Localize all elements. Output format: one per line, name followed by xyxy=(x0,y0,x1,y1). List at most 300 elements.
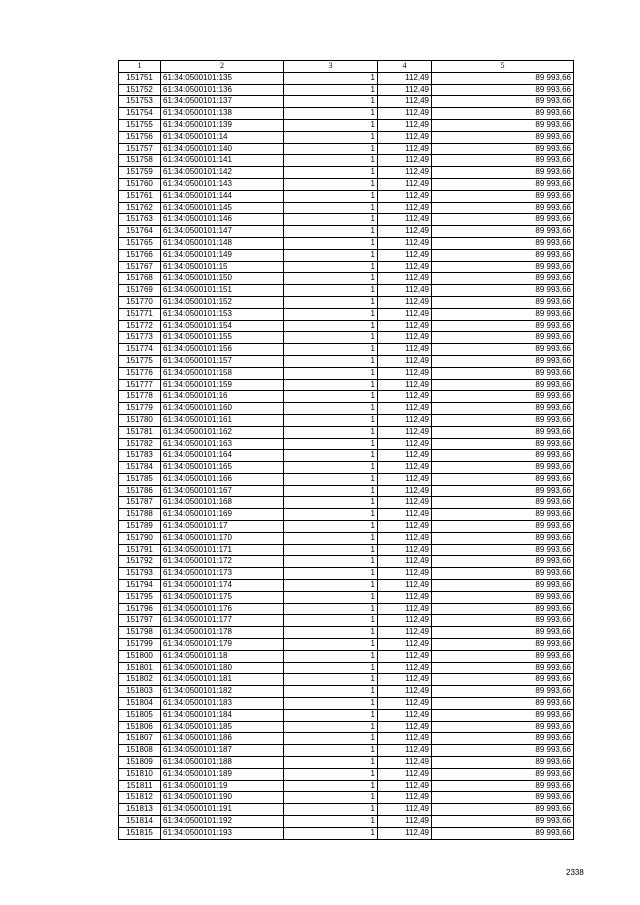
table-cell-col-2: 61:34:0500101:171 xyxy=(161,544,284,556)
table-cell-col-2: 61:34:0500101:163 xyxy=(161,438,284,450)
table-cell-col-5: 89 993,66 xyxy=(432,426,574,438)
table-row xyxy=(119,627,574,639)
table-cell-col-5: 89 993,66 xyxy=(432,627,574,639)
table-row xyxy=(119,698,574,710)
table-cell-col-3: 1 xyxy=(284,544,378,556)
table-cell-col-3: 1 xyxy=(284,804,378,816)
table-cell-col-1: 151810 xyxy=(119,768,161,780)
table-cell-col-1: 151767 xyxy=(119,261,161,273)
table-cell-col-3: 1 xyxy=(284,190,378,202)
table-cell-col-4: 112,49 xyxy=(378,178,432,190)
table-cell-col-4: 112,49 xyxy=(378,285,432,297)
table-cell-col-1: 151784 xyxy=(119,462,161,474)
table-cell-col-3: 1 xyxy=(284,816,378,828)
table-cell-col-4: 112,49 xyxy=(378,249,432,261)
table-cell-col-5: 89 993,66 xyxy=(432,650,574,662)
table-cell-col-2: 61:34:0500101:172 xyxy=(161,556,284,568)
table-cell-col-2: 61:34:0500101:178 xyxy=(161,627,284,639)
table-cell-col-3: 1 xyxy=(284,108,378,120)
table-cell-col-5: 89 993,66 xyxy=(432,733,574,745)
table-cell-col-3: 1 xyxy=(284,155,378,167)
table-cell-col-3: 1 xyxy=(284,96,378,108)
table-row xyxy=(119,674,574,686)
table-cell-col-2: 61:34:0500101:151 xyxy=(161,285,284,297)
table-row xyxy=(119,556,574,568)
table-cell-col-2: 61:34:0500101:190 xyxy=(161,792,284,804)
table-cell-col-1: 151754 xyxy=(119,108,161,120)
table-cell-col-2: 61:34:0500101:167 xyxy=(161,485,284,497)
table-row xyxy=(119,403,574,415)
table-cell-col-5: 89 993,66 xyxy=(432,178,574,190)
table-cell-col-4: 112,49 xyxy=(378,757,432,769)
table-cell-col-4: 112,49 xyxy=(378,438,432,450)
table-cell-col-2: 61:34:0500101:16 xyxy=(161,391,284,403)
table-cell-col-1: 151761 xyxy=(119,190,161,202)
table-row xyxy=(119,261,574,273)
table-cell-col-3: 1 xyxy=(284,768,378,780)
table-cell-col-1: 151765 xyxy=(119,237,161,249)
table-cell-col-2: 61:34:0500101:157 xyxy=(161,355,284,367)
table-row xyxy=(119,108,574,120)
table-cell-col-1: 151776 xyxy=(119,367,161,379)
table-cell-col-1: 151792 xyxy=(119,556,161,568)
table-cell-col-1: 151775 xyxy=(119,355,161,367)
table-cell-col-1: 151756 xyxy=(119,131,161,143)
table-row xyxy=(119,344,574,356)
table-cell-col-3: 1 xyxy=(284,131,378,143)
table-cell-col-5: 89 993,66 xyxy=(432,780,574,792)
table-cell-col-3: 1 xyxy=(284,462,378,474)
table-cell-col-4: 112,49 xyxy=(378,827,432,839)
table-cell-col-1: 151788 xyxy=(119,509,161,521)
table-row xyxy=(119,332,574,344)
table-cell-col-4: 112,49 xyxy=(378,532,432,544)
table-cell-col-3: 1 xyxy=(284,355,378,367)
table-cell-col-5: 89 993,66 xyxy=(432,285,574,297)
table-cell-col-3: 1 xyxy=(284,237,378,249)
table-row xyxy=(119,662,574,674)
table-row xyxy=(119,615,574,627)
table-cell-col-1: 151805 xyxy=(119,709,161,721)
table-row xyxy=(119,485,574,497)
table-row xyxy=(119,438,574,450)
table-row xyxy=(119,320,574,332)
table-row xyxy=(119,473,574,485)
table-cell-col-2: 61:34:0500101:169 xyxy=(161,509,284,521)
table-cell-col-5: 89 993,66 xyxy=(432,580,574,592)
table-cell-col-2: 61:34:0500101:150 xyxy=(161,273,284,285)
table-row xyxy=(119,509,574,521)
table-cell-col-4: 112,49 xyxy=(378,155,432,167)
table-cell-col-2: 61:34:0500101:175 xyxy=(161,591,284,603)
table-cell-col-5: 89 993,66 xyxy=(432,438,574,450)
table-cell-col-5: 89 993,66 xyxy=(432,485,574,497)
table-cell-col-1: 151773 xyxy=(119,332,161,344)
table-cell-col-4: 112,49 xyxy=(378,603,432,615)
table-row xyxy=(119,72,574,84)
table-cell-col-5: 89 993,66 xyxy=(432,615,574,627)
table-cell-col-2: 61:34:0500101:154 xyxy=(161,320,284,332)
table-cell-col-5: 89 993,66 xyxy=(432,662,574,674)
table-cell-col-3: 1 xyxy=(284,780,378,792)
table-row xyxy=(119,532,574,544)
table-cell-col-4: 112,49 xyxy=(378,344,432,356)
table-cell-col-2: 61:34:0500101:176 xyxy=(161,603,284,615)
table-row xyxy=(119,768,574,780)
table-row xyxy=(119,709,574,721)
table-cell-col-4: 112,49 xyxy=(378,650,432,662)
table-cell-col-3: 1 xyxy=(284,698,378,710)
table-row xyxy=(119,450,574,462)
table-cell-col-4: 112,49 xyxy=(378,96,432,108)
table-cell-col-1: 151758 xyxy=(119,155,161,167)
table-cell-col-4: 112,49 xyxy=(378,568,432,580)
table-cell-col-5: 89 993,66 xyxy=(432,237,574,249)
table-cell-col-5: 89 993,66 xyxy=(432,462,574,474)
table-cell-col-2: 61:34:0500101:192 xyxy=(161,816,284,828)
table-cell-col-3: 1 xyxy=(284,450,378,462)
table-cell-col-1: 151791 xyxy=(119,544,161,556)
table-cell-col-4: 112,49 xyxy=(378,426,432,438)
table-cell-col-4: 112,49 xyxy=(378,462,432,474)
table-row xyxy=(119,84,574,96)
table-cell-col-5: 89 993,66 xyxy=(432,308,574,320)
table-row xyxy=(119,827,574,839)
table-cell-col-1: 151802 xyxy=(119,674,161,686)
table-row xyxy=(119,414,574,426)
table-header-row xyxy=(119,61,574,73)
table-cell-col-2: 61:34:0500101:182 xyxy=(161,686,284,698)
table-cell-col-5: 89 993,66 xyxy=(432,816,574,828)
table-cell-col-1: 151787 xyxy=(119,497,161,509)
table-cell-col-2: 61:34:0500101:185 xyxy=(161,721,284,733)
table-row xyxy=(119,249,574,261)
table-cell-col-3: 1 xyxy=(284,686,378,698)
table-cell-col-5: 89 993,66 xyxy=(432,509,574,521)
table-cell-col-5: 89 993,66 xyxy=(432,450,574,462)
table-cell-col-4: 112,49 xyxy=(378,308,432,320)
table-cell-col-3: 1 xyxy=(284,178,378,190)
table-cell-col-1: 151814 xyxy=(119,816,161,828)
table-row xyxy=(119,721,574,733)
table-cell-col-5: 89 993,66 xyxy=(432,344,574,356)
table-cell-col-2: 61:34:0500101:174 xyxy=(161,580,284,592)
table-cell-col-5: 89 993,66 xyxy=(432,745,574,757)
table-cell-col-5: 89 993,66 xyxy=(432,96,574,108)
table-cell-col-3: 1 xyxy=(284,603,378,615)
table-cell-col-4: 112,49 xyxy=(378,627,432,639)
table-cell-col-5: 89 993,66 xyxy=(432,698,574,710)
table-cell-col-5: 89 993,66 xyxy=(432,226,574,238)
table-cell-col-4: 112,49 xyxy=(378,237,432,249)
table-cell-col-5: 89 993,66 xyxy=(432,367,574,379)
table-cell-col-2: 61:34:0500101:18 xyxy=(161,650,284,662)
table-cell-col-2: 61:34:0500101:17 xyxy=(161,521,284,533)
table-cell-col-5: 89 993,66 xyxy=(432,804,574,816)
table-cell-col-3: 1 xyxy=(284,568,378,580)
table-row xyxy=(119,202,574,214)
table-cell-col-1: 151815 xyxy=(119,827,161,839)
table-cell-col-3: 1 xyxy=(284,249,378,261)
table-cell-col-1: 151794 xyxy=(119,580,161,592)
table-cell-col-1: 151800 xyxy=(119,650,161,662)
table-cell-col-5: 89 993,66 xyxy=(432,332,574,344)
table-cell-col-4: 112,49 xyxy=(378,214,432,226)
table-cell-col-1: 151783 xyxy=(119,450,161,462)
table-cell-col-5: 89 993,66 xyxy=(432,403,574,415)
table-cell-col-2: 61:34:0500101:136 xyxy=(161,84,284,96)
table-row xyxy=(119,119,574,131)
table-cell-col-5: 89 993,66 xyxy=(432,391,574,403)
table-cell-col-1: 151785 xyxy=(119,473,161,485)
table-cell-col-5: 89 993,66 xyxy=(432,721,574,733)
table-cell-col-4: 112,49 xyxy=(378,485,432,497)
table-cell-col-3: 1 xyxy=(284,721,378,733)
table-cell-col-5: 89 993,66 xyxy=(432,131,574,143)
table-cell-col-3: 1 xyxy=(284,674,378,686)
table-cell-col-2: 61:34:0500101:140 xyxy=(161,143,284,155)
table-cell-col-3: 1 xyxy=(284,615,378,627)
table-cell-col-5: 89 993,66 xyxy=(432,686,574,698)
table-cell-col-4: 112,49 xyxy=(378,662,432,674)
table-row xyxy=(119,580,574,592)
table-body xyxy=(119,72,574,839)
table-cell-col-3: 1 xyxy=(284,84,378,96)
table-cell-col-2: 61:34:0500101:181 xyxy=(161,674,284,686)
table-cell-col-2: 61:34:0500101:139 xyxy=(161,119,284,131)
table-cell-col-1: 151763 xyxy=(119,214,161,226)
table-cell-col-3: 1 xyxy=(284,556,378,568)
table-row xyxy=(119,568,574,580)
table-cell-col-2: 61:34:0500101:14 xyxy=(161,131,284,143)
table-cell-col-4: 112,49 xyxy=(378,792,432,804)
table-cell-col-2: 61:34:0500101:153 xyxy=(161,308,284,320)
table-cell-col-2: 61:34:0500101:186 xyxy=(161,733,284,745)
table-cell-col-1: 151753 xyxy=(119,96,161,108)
table-cell-col-5: 89 993,66 xyxy=(432,119,574,131)
table-cell-col-1: 151801 xyxy=(119,662,161,674)
table-cell-col-4: 112,49 xyxy=(378,473,432,485)
table-cell-col-1: 151782 xyxy=(119,438,161,450)
table-cell-col-1: 151807 xyxy=(119,733,161,745)
table-cell-col-5: 89 993,66 xyxy=(432,473,574,485)
table-cell-col-4: 112,49 xyxy=(378,804,432,816)
table-row xyxy=(119,391,574,403)
table-row xyxy=(119,757,574,769)
table-cell-col-5: 89 993,66 xyxy=(432,792,574,804)
table-cell-col-4: 112,49 xyxy=(378,84,432,96)
table-cell-col-3: 1 xyxy=(284,344,378,356)
table-cell-col-3: 1 xyxy=(284,580,378,592)
table-cell-col-3: 1 xyxy=(284,72,378,84)
table-cell-col-2: 61:34:0500101:188 xyxy=(161,757,284,769)
page-number: 2338 xyxy=(566,868,584,877)
table-row xyxy=(119,745,574,757)
table-cell-col-4: 112,49 xyxy=(378,226,432,238)
table-cell-col-5: 89 993,66 xyxy=(432,143,574,155)
table-cell-col-3: 1 xyxy=(284,733,378,745)
table-cell-col-1: 151772 xyxy=(119,320,161,332)
table-row xyxy=(119,426,574,438)
table-cell-col-3: 1 xyxy=(284,639,378,651)
table-cell-col-4: 112,49 xyxy=(378,379,432,391)
table-cell-col-5: 89 993,66 xyxy=(432,757,574,769)
table-cell-col-1: 151752 xyxy=(119,84,161,96)
table-cell-col-3: 1 xyxy=(284,485,378,497)
table-cell-col-4: 112,49 xyxy=(378,190,432,202)
table-row xyxy=(119,237,574,249)
table-cell-col-2: 61:34:0500101:142 xyxy=(161,167,284,179)
table-cell-col-3: 1 xyxy=(284,391,378,403)
table-row xyxy=(119,308,574,320)
table-cell-col-2: 61:34:0500101:143 xyxy=(161,178,284,190)
table-cell-col-4: 112,49 xyxy=(378,131,432,143)
table-cell-col-2: 61:34:0500101:149 xyxy=(161,249,284,261)
table-cell-col-4: 112,49 xyxy=(378,143,432,155)
table-cell-col-5: 89 993,66 xyxy=(432,202,574,214)
table-cell-col-1: 151796 xyxy=(119,603,161,615)
table-cell-col-4: 112,49 xyxy=(378,108,432,120)
table-cell-col-2: 61:34:0500101:166 xyxy=(161,473,284,485)
table-cell-col-5: 89 993,66 xyxy=(432,532,574,544)
table-cell-col-2: 61:34:0500101:141 xyxy=(161,155,284,167)
table-cell-col-4: 112,49 xyxy=(378,745,432,757)
table-cell-col-4: 112,49 xyxy=(378,768,432,780)
table-cell-col-3: 1 xyxy=(284,379,378,391)
table-cell-col-2: 61:34:0500101:180 xyxy=(161,662,284,674)
table-cell-col-2: 61:34:0500101:164 xyxy=(161,450,284,462)
table-cell-col-2: 61:34:0500101:146 xyxy=(161,214,284,226)
table-cell-col-5: 89 993,66 xyxy=(432,639,574,651)
table-row xyxy=(119,733,574,745)
column-header-2: 2 xyxy=(161,61,284,73)
table-cell-col-5: 89 993,66 xyxy=(432,355,574,367)
table-cell-col-4: 112,49 xyxy=(378,202,432,214)
table-cell-col-3: 1 xyxy=(284,591,378,603)
table-row xyxy=(119,190,574,202)
table-cell-col-4: 112,49 xyxy=(378,403,432,415)
table-cell-col-3: 1 xyxy=(284,296,378,308)
table-cell-col-1: 151789 xyxy=(119,521,161,533)
table-cell-col-3: 1 xyxy=(284,285,378,297)
table-cell-col-3: 1 xyxy=(284,273,378,285)
table-cell-col-5: 89 993,66 xyxy=(432,84,574,96)
table-row xyxy=(119,686,574,698)
table-cell-col-3: 1 xyxy=(284,438,378,450)
table-cell-col-1: 151769 xyxy=(119,285,161,297)
table-cell-col-4: 112,49 xyxy=(378,391,432,403)
table-cell-col-1: 151768 xyxy=(119,273,161,285)
table-cell-col-1: 151790 xyxy=(119,532,161,544)
table-cell-col-3: 1 xyxy=(284,226,378,238)
table-cell-col-5: 89 993,66 xyxy=(432,379,574,391)
table-cell-col-3: 1 xyxy=(284,320,378,332)
table-cell-col-2: 61:34:0500101:156 xyxy=(161,344,284,356)
table-cell-col-1: 151793 xyxy=(119,568,161,580)
table-cell-col-4: 112,49 xyxy=(378,639,432,651)
table-cell-col-2: 61:34:0500101:144 xyxy=(161,190,284,202)
table-cell-col-3: 1 xyxy=(284,308,378,320)
column-header-3: 3 xyxy=(284,61,378,73)
table-cell-col-1: 151808 xyxy=(119,745,161,757)
table-row xyxy=(119,143,574,155)
table-row xyxy=(119,379,574,391)
table-row xyxy=(119,296,574,308)
column-header-1: 1 xyxy=(119,61,161,73)
table-cell-col-1: 151759 xyxy=(119,167,161,179)
table-cell-col-2: 61:34:0500101:15 xyxy=(161,261,284,273)
table-cell-col-1: 151780 xyxy=(119,414,161,426)
table-cell-col-1: 151781 xyxy=(119,426,161,438)
table-cell-col-4: 112,49 xyxy=(378,580,432,592)
table-cell-col-1: 151751 xyxy=(119,72,161,84)
table-cell-col-5: 89 993,66 xyxy=(432,108,574,120)
table-cell-col-4: 112,49 xyxy=(378,709,432,721)
data-table xyxy=(118,60,574,840)
table-cell-col-1: 151762 xyxy=(119,202,161,214)
table-cell-col-5: 89 993,66 xyxy=(432,497,574,509)
table-cell-col-4: 112,49 xyxy=(378,721,432,733)
table-cell-col-3: 1 xyxy=(284,709,378,721)
table-cell-col-3: 1 xyxy=(284,627,378,639)
table-cell-col-5: 89 993,66 xyxy=(432,167,574,179)
table-cell-col-1: 151777 xyxy=(119,379,161,391)
table-cell-col-2: 61:34:0500101:155 xyxy=(161,332,284,344)
table-cell-col-5: 89 993,66 xyxy=(432,709,574,721)
table-cell-col-1: 151774 xyxy=(119,344,161,356)
table-row xyxy=(119,804,574,816)
table-cell-col-4: 112,49 xyxy=(378,497,432,509)
table-cell-col-3: 1 xyxy=(284,261,378,273)
table-cell-col-4: 112,49 xyxy=(378,296,432,308)
table-row xyxy=(119,285,574,297)
table-row xyxy=(119,178,574,190)
table-cell-col-4: 112,49 xyxy=(378,72,432,84)
table-cell-col-2: 61:34:0500101:159 xyxy=(161,379,284,391)
table-row xyxy=(119,214,574,226)
table-cell-col-4: 112,49 xyxy=(378,780,432,792)
table-cell-col-1: 151760 xyxy=(119,178,161,190)
table-cell-col-3: 1 xyxy=(284,827,378,839)
table-row xyxy=(119,226,574,238)
table-cell-col-1: 151779 xyxy=(119,403,161,415)
table-cell-col-1: 151766 xyxy=(119,249,161,261)
table-cell-col-5: 89 993,66 xyxy=(432,296,574,308)
table-cell-col-2: 61:34:0500101:177 xyxy=(161,615,284,627)
table-cell-col-1: 151798 xyxy=(119,627,161,639)
table-cell-col-2: 61:34:0500101:187 xyxy=(161,745,284,757)
table-cell-col-5: 89 993,66 xyxy=(432,556,574,568)
table-cell-col-5: 89 993,66 xyxy=(432,521,574,533)
table-cell-col-2: 61:34:0500101:168 xyxy=(161,497,284,509)
table-cell-col-2: 61:34:0500101:184 xyxy=(161,709,284,721)
table-cell-col-1: 151797 xyxy=(119,615,161,627)
table-cell-col-3: 1 xyxy=(284,426,378,438)
table-cell-col-1: 151770 xyxy=(119,296,161,308)
table-cell-col-4: 112,49 xyxy=(378,320,432,332)
table-cell-col-1: 151799 xyxy=(119,639,161,651)
table-cell-col-4: 112,49 xyxy=(378,591,432,603)
table-row xyxy=(119,591,574,603)
table-cell-col-2: 61:34:0500101:179 xyxy=(161,639,284,651)
table-cell-col-4: 112,49 xyxy=(378,556,432,568)
table-cell-col-4: 112,49 xyxy=(378,273,432,285)
table-cell-col-3: 1 xyxy=(284,497,378,509)
table-cell-col-1: 151812 xyxy=(119,792,161,804)
table-cell-col-3: 1 xyxy=(284,332,378,344)
table-cell-col-1: 151764 xyxy=(119,226,161,238)
table-cell-col-1: 151803 xyxy=(119,686,161,698)
